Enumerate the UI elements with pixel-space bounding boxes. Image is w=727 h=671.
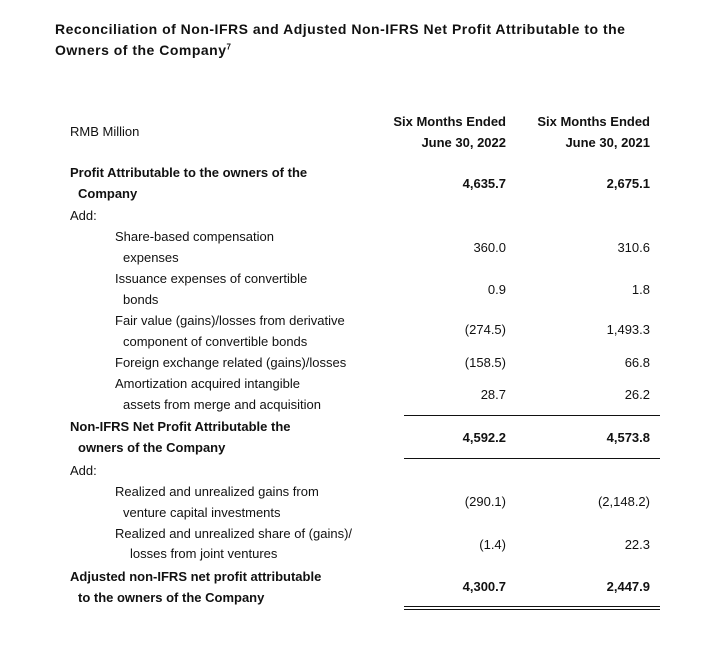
total-rule bbox=[404, 458, 660, 459]
row-label: Adjusted non-IFRS net profit attributable bbox=[70, 569, 322, 584]
row-label-cont: bonds bbox=[123, 292, 159, 307]
value-2021: 26.2 bbox=[624, 387, 650, 402]
value-2021: 1,493.3 bbox=[606, 322, 650, 337]
value-2021: 2,447.9 bbox=[606, 579, 650, 594]
add-label: Add: bbox=[70, 208, 97, 223]
row-label-cont: Company bbox=[78, 186, 138, 201]
row-label-cont: assets from merge and acquisition bbox=[123, 397, 321, 412]
value-2022: 360.0 bbox=[473, 240, 506, 255]
report-title-line2 bbox=[55, 42, 231, 58]
value-2021: 2,675.1 bbox=[606, 176, 650, 191]
row-label-cont: venture capital investments bbox=[123, 505, 281, 520]
row-label: Non-IFRS Net Profit Attributable the bbox=[70, 419, 291, 434]
value-2022: (158.5) bbox=[464, 355, 506, 370]
value-2021: 4,573.8 bbox=[606, 430, 650, 445]
report-title-line1: Reconciliation of Non-IFRS and Adjusted Non-IFRS Net Profit Attributable to the bbox=[55, 21, 626, 37]
value-2022: 4,300.7 bbox=[462, 579, 506, 594]
value-2021: 66.8 bbox=[624, 355, 650, 370]
column-header-2021-line2: June 30, 2021 bbox=[565, 135, 650, 150]
subtotal-rule bbox=[404, 415, 660, 416]
row-label: Fair value (gains)/losses from derivative bbox=[115, 313, 345, 328]
value-2022: 4,635.7 bbox=[462, 176, 506, 191]
column-header-2021-line1: Six Months Ended bbox=[537, 114, 650, 129]
row-label-cont: losses from joint ventures bbox=[130, 546, 278, 561]
value-2022: (274.5) bbox=[464, 322, 506, 337]
row-label: Foreign exchange related (gains)/losses bbox=[115, 355, 347, 370]
value-2021: (2,148.2) bbox=[597, 494, 650, 509]
add-label: Add: bbox=[70, 463, 97, 478]
column-header-2022-line1: Six Months Ended bbox=[393, 114, 506, 129]
row-label: Realized and unrealized share of (gains)/ bbox=[115, 526, 353, 541]
report-title-text: Owners of the Company bbox=[55, 42, 227, 58]
row-label: Realized and unrealized gains from bbox=[115, 484, 319, 499]
row-label: Share-based compensation bbox=[115, 229, 274, 244]
row-label: Issuance expenses of convertible bbox=[115, 271, 308, 286]
row-label-cont: owners of the Company bbox=[78, 440, 226, 455]
row-label: Profit Attributable to the owners of the bbox=[70, 165, 308, 180]
column-header-2022-line2: June 30, 2022 bbox=[421, 135, 506, 150]
value-2022: (290.1) bbox=[464, 494, 506, 509]
footnote-marker: 7 bbox=[226, 42, 232, 52]
value-2021: 310.6 bbox=[617, 240, 650, 255]
value-2021: 1.8 bbox=[631, 282, 650, 297]
unit-label: RMB Million bbox=[70, 124, 140, 139]
value-2022: 4,592.2 bbox=[462, 430, 506, 445]
row-label-cont: component of convertible bonds bbox=[123, 334, 308, 349]
value-2022: 0.9 bbox=[487, 282, 506, 297]
row-label-cont: to the owners of the Company bbox=[78, 590, 265, 605]
grand-total-double-rule bbox=[404, 606, 660, 610]
value-2021: 22.3 bbox=[624, 537, 650, 552]
row-label: Amortization acquired intangible bbox=[115, 376, 300, 391]
value-2022: (1.4) bbox=[479, 537, 506, 552]
row-label-cont: expenses bbox=[123, 250, 179, 265]
value-2022: 28.7 bbox=[480, 387, 506, 402]
